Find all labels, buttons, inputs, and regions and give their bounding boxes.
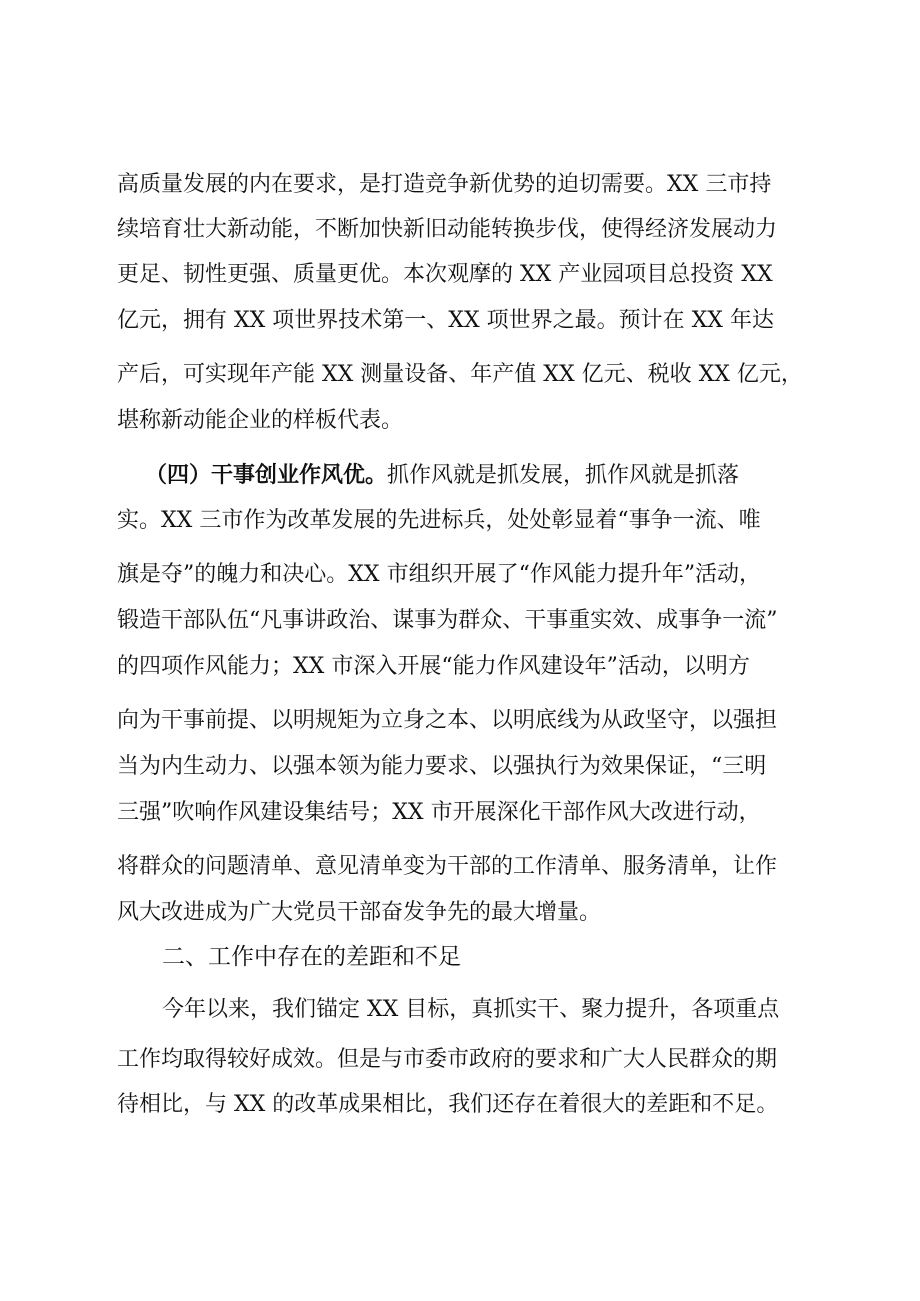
paragraph-1-line-3: 更足、韧性更强、质量更优。本次观摩的 XX 产业园项目总投资 XX <box>117 262 773 287</box>
paragraph-2-line-5: 的四项作风能力；XX 市深入开展“能力作风建设年”活动，以明方 <box>117 654 750 679</box>
paragraph-3-line-1: 今年以来，我们锚定 XX 目标，真抓实干、聚力提升，各项重点 <box>162 997 780 1022</box>
paragraph-2-line-3: 旗是夺”的魄力和决心。XX 市组织开展了“作风能力提升年”活动， <box>117 562 762 587</box>
paragraph-2-line-6: 向为干事前提、以明规矩为立身之本、以明底线为从政坚守，以强担 <box>117 708 778 733</box>
paragraph-3-line-3: 待相比，与 XX 的改革成果相比，我们还存在着很大的差距和不足。 <box>117 1092 779 1117</box>
paragraph-2-line-4: 锻造干部队伍“凡事讲政治、谋事为群众、干事重实效、成事争一流” <box>117 608 778 633</box>
paragraph-1-line-1: 高质量发展的内在要求，是打造竞争新优势的迫切需要。XX 三市持 <box>117 172 772 197</box>
paragraph-2-line-10: 风大改进成为广大党员干部奋发争先的最大增量。 <box>117 900 602 925</box>
paragraph-1-line-4: 亿元，拥有 XX 项世界技术第一、XX 项世界之最。预计在 XX 年达 <box>117 308 774 333</box>
paragraph-2-line-1-text: 抓作风就是抓发展，抓作风就是抓落 <box>387 463 740 488</box>
paragraph-1-line-5: 产后，可实现年产能 XX 测量设备、年产值 XX 亿元、税收 XX 亿元， <box>117 362 803 387</box>
paragraph-2-line-7: 当为内生动力、以强本领为能力要求、以强执行为效果保证，“三明 <box>117 754 767 779</box>
paragraph-3-line-2: 工作均取得较好成效。但是与市委市政府的要求和广大人民群众的期 <box>117 1047 778 1072</box>
subsection-heading-four: （四）干事创业作风优。 <box>145 462 388 488</box>
paragraph-1-line-2: 续培育壮大新动能，不断加快新旧动能转换步伐，使得经济发展动力 <box>117 217 778 242</box>
paragraph-2-line-9: 将群众的问题清单、意见清单变为干部的工作清单、服务清单，让作 <box>117 854 778 879</box>
paragraph-1-line-6: 堪称新动能企业的样板代表。 <box>117 408 404 433</box>
paragraph-2-line-1 <box>145 460 920 491</box>
paragraph-2-line-8: 三强”吹响作风建设集结号；XX 市开展深化干部作风大改进行动， <box>117 800 761 825</box>
paragraph-2-line-2: 实。XX 三市作为改革发展的先进标兵，处处彰显着“事争一流、唯 <box>117 508 761 533</box>
section-heading: 二、工作中存在的差距和不足 <box>162 944 461 970</box>
